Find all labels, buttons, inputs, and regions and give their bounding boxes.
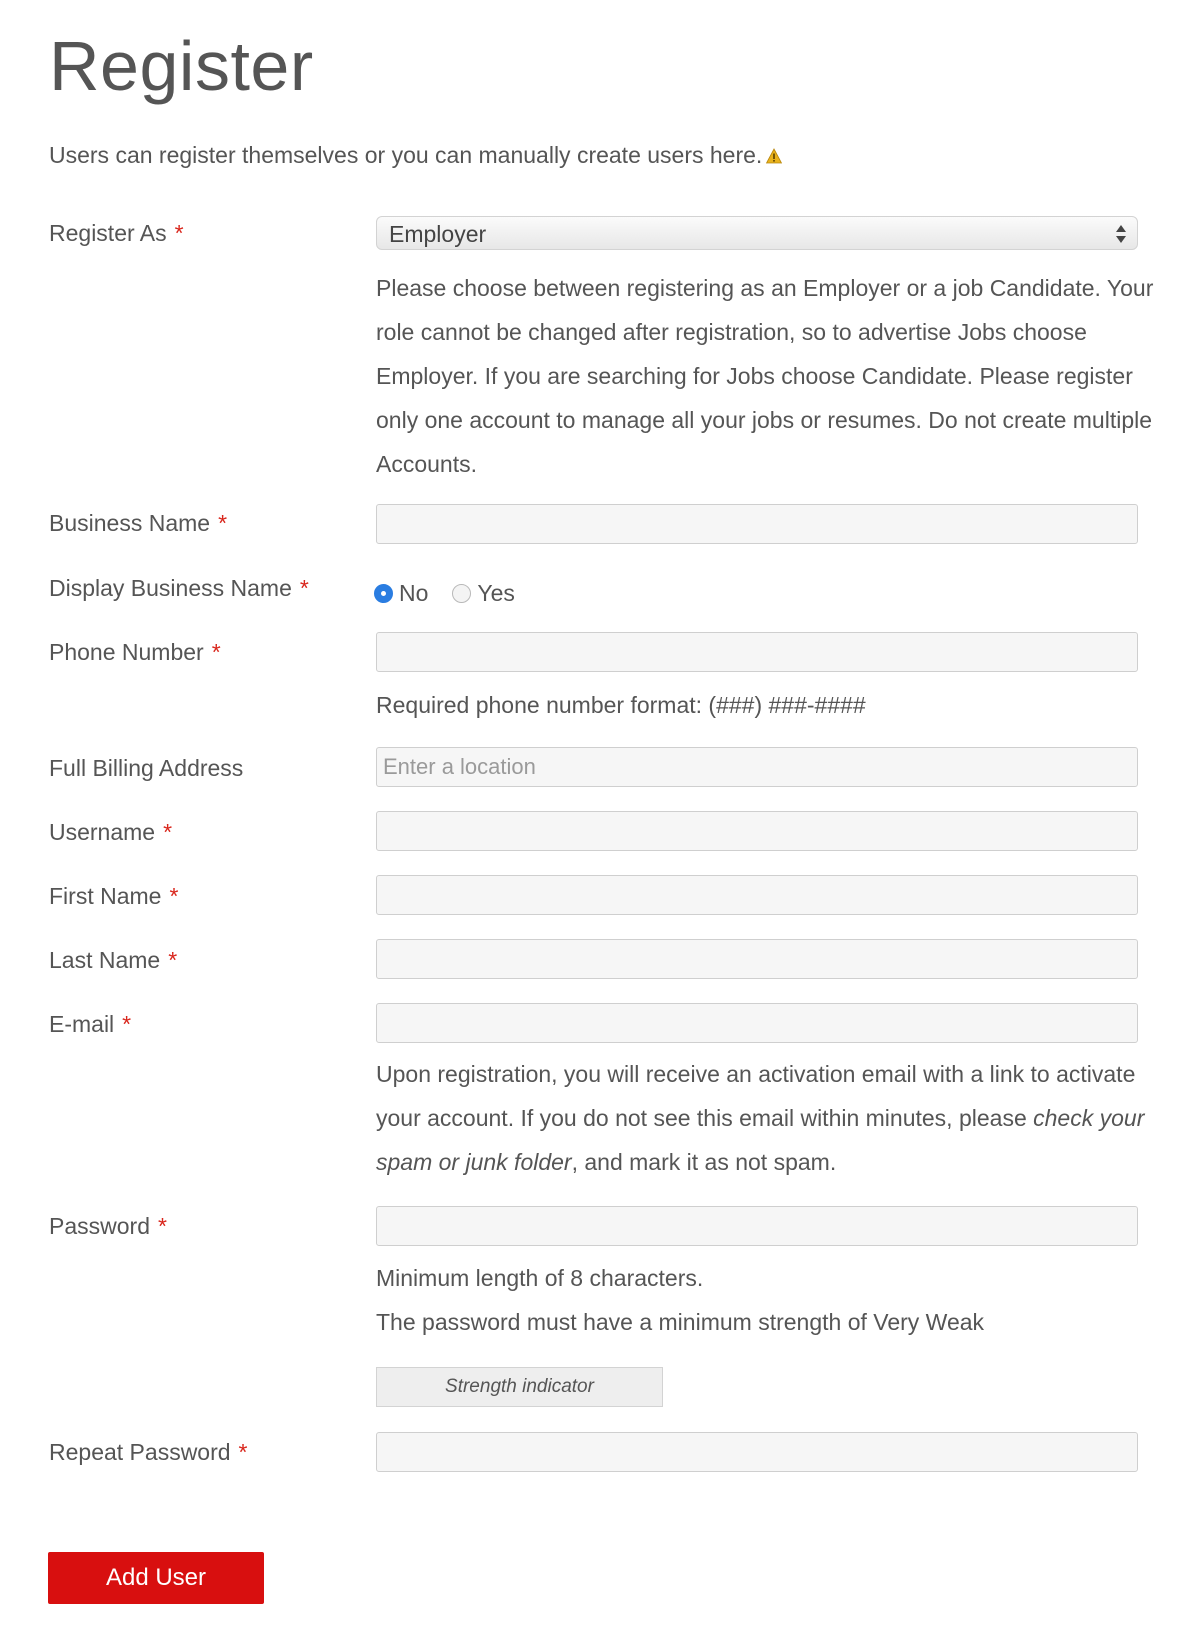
last-name-input[interactable] [376,939,1138,979]
first-name-input[interactable] [376,875,1138,915]
radio-no[interactable] [374,584,393,603]
radio-yes[interactable] [452,584,471,603]
required-marker: * [299,575,309,601]
required-marker: * [238,1439,248,1465]
business-name-label: Business Name * [49,510,228,536]
register-as-label: Register As * [49,220,184,246]
required-marker: * [174,220,184,246]
email-label: E-mail * [49,1011,132,1037]
first-name-label: First Name * [49,883,179,909]
radio-yes-label[interactable]: Yes [477,579,515,606]
repeat-password-label: Repeat Password * [49,1439,248,1465]
required-marker: * [211,639,221,665]
email-input[interactable] [376,1003,1138,1043]
password-help-strength: The password must have a minimum strength of Very Weak [376,1309,985,1335]
email-help: Upon registration, you will receive an activation email with a link to activate your account. If you do not see this email within minutes, please check your spam or junk folder, and mark it as not spam. [376,1061,1145,1175]
business-name-input[interactable] [376,504,1138,544]
add-user-button[interactable]: Add User [48,1552,264,1604]
phone-number-help: Required phone number format: (###) ###-#### [376,692,866,718]
register-as-help: Please choose between registering as an Employer or a job Candidate. Your role cannot be changed after registration, so to advertise Jobs choose Employer. If you are searching for Jobs choose Candidate. Please register only one account to manage all your jobs or resumes. Do not create multiple Accounts. [376,275,1154,477]
display-business-name-label: Display Business Name * [49,575,309,601]
password-help-length: Minimum length of 8 characters. [376,1265,704,1291]
required-marker: * [168,947,178,973]
billing-address-input[interactable] [376,747,1138,787]
required-marker: * [169,883,179,909]
required-marker: * [122,1011,132,1037]
username-input[interactable] [376,811,1138,851]
select-arrows-icon [1115,223,1127,245]
radio-no-label[interactable]: No [399,579,429,606]
strength-indicator: Strength indicator [376,1367,663,1407]
billing-address-label: Full Billing Address [49,755,244,781]
username-label: Username * [49,819,173,845]
password-input[interactable] [376,1206,1138,1246]
last-name-label: Last Name * [49,947,178,973]
display-business-name-radios [374,578,539,608]
required-marker: * [163,819,173,845]
spam-folder-note: check your spam or junk folder [376,1105,1145,1175]
required-marker: * [218,510,228,536]
intro-text [49,142,782,169]
register-as-select[interactable] [376,216,1138,250]
phone-number-label: Phone Number * [49,639,221,665]
register-as-value: Employer [389,221,487,247]
page-title: Register [49,27,314,105]
required-marker: * [157,1213,167,1239]
intro-label: Users can register themselves or you can manually create users here. [49,142,763,168]
phone-number-input[interactable] [376,632,1138,672]
repeat-password-input[interactable] [376,1432,1138,1472]
password-label: Password * [49,1213,167,1239]
warning-triangle-icon [766,148,782,164]
